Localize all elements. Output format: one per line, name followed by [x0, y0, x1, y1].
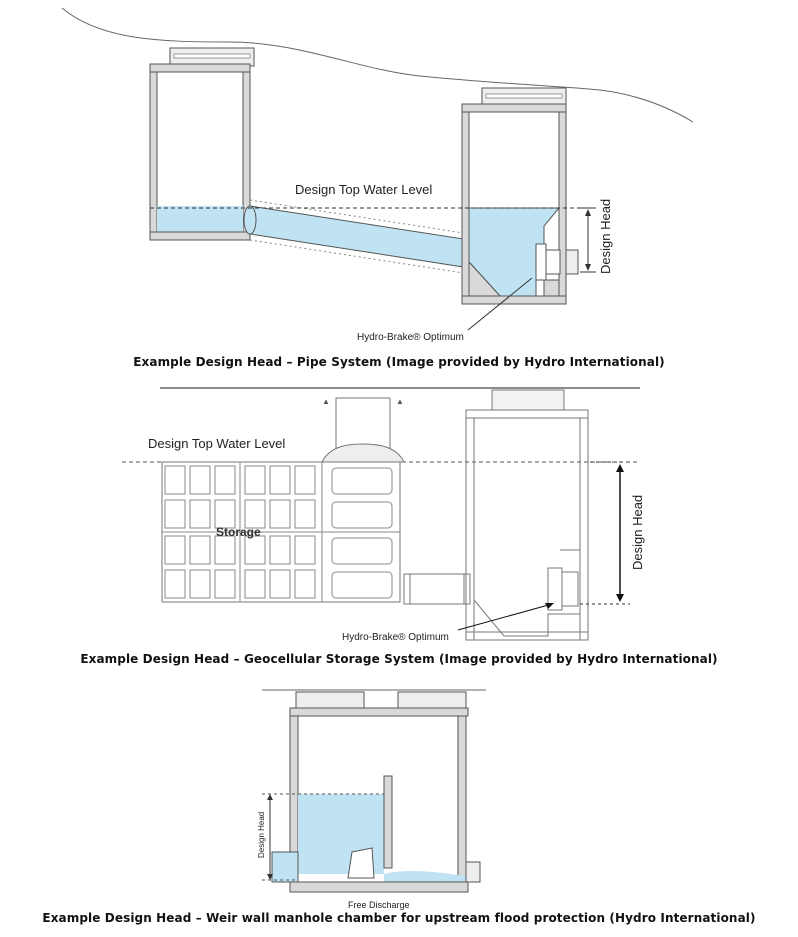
geocellular-storage-caption: Example Design Head – Geocellular Storage System (Image provided by Hydro International): [80, 652, 718, 666]
svg-text:▲: ▲: [322, 397, 330, 406]
top-water-level-label: Design Top Water Level: [148, 436, 286, 451]
hydro-brake-label: Hydro-Brake® Optimum: [357, 332, 464, 343]
control-chamber: [466, 390, 588, 640]
pipe-system-caption: Example Design Head – Pipe System (Image provided by Hydro International): [133, 355, 665, 369]
pipe-system-diagram: [0, 0, 798, 345]
storage-label: Storage: [216, 525, 261, 539]
design-head-label: Design Head: [630, 494, 645, 570]
weir-wall-diagram: [0, 680, 798, 912]
connecting-pipe: [404, 574, 470, 604]
right-manhole: [462, 88, 578, 304]
design-head-dimension: [616, 464, 624, 602]
weir-chamber: [272, 716, 480, 892]
inlet-chamber: [322, 397, 404, 462]
geocellular-storage-diagram: [0, 378, 798, 648]
top-water-level-label: Design Top Water Level: [295, 182, 433, 197]
svg-text:▲: ▲: [396, 397, 404, 406]
sloping-pipe: [244, 200, 470, 274]
left-manhole: [150, 48, 254, 240]
hydro-brake-leader: [458, 604, 552, 630]
free-discharge-label: Free Discharge: [348, 900, 410, 910]
storage-crates: [162, 462, 400, 602]
hydro-brake-label: Hydro-Brake® Optimum: [342, 632, 449, 643]
design-head-label: Design Head: [598, 198, 613, 274]
weir-wall-caption: Example Design Head – Weir wall manhole chamber for upstream flood protection (Hydro International): [42, 911, 756, 925]
design-head-label: Design Head: [257, 811, 266, 858]
design-head-dimension: [580, 208, 596, 272]
